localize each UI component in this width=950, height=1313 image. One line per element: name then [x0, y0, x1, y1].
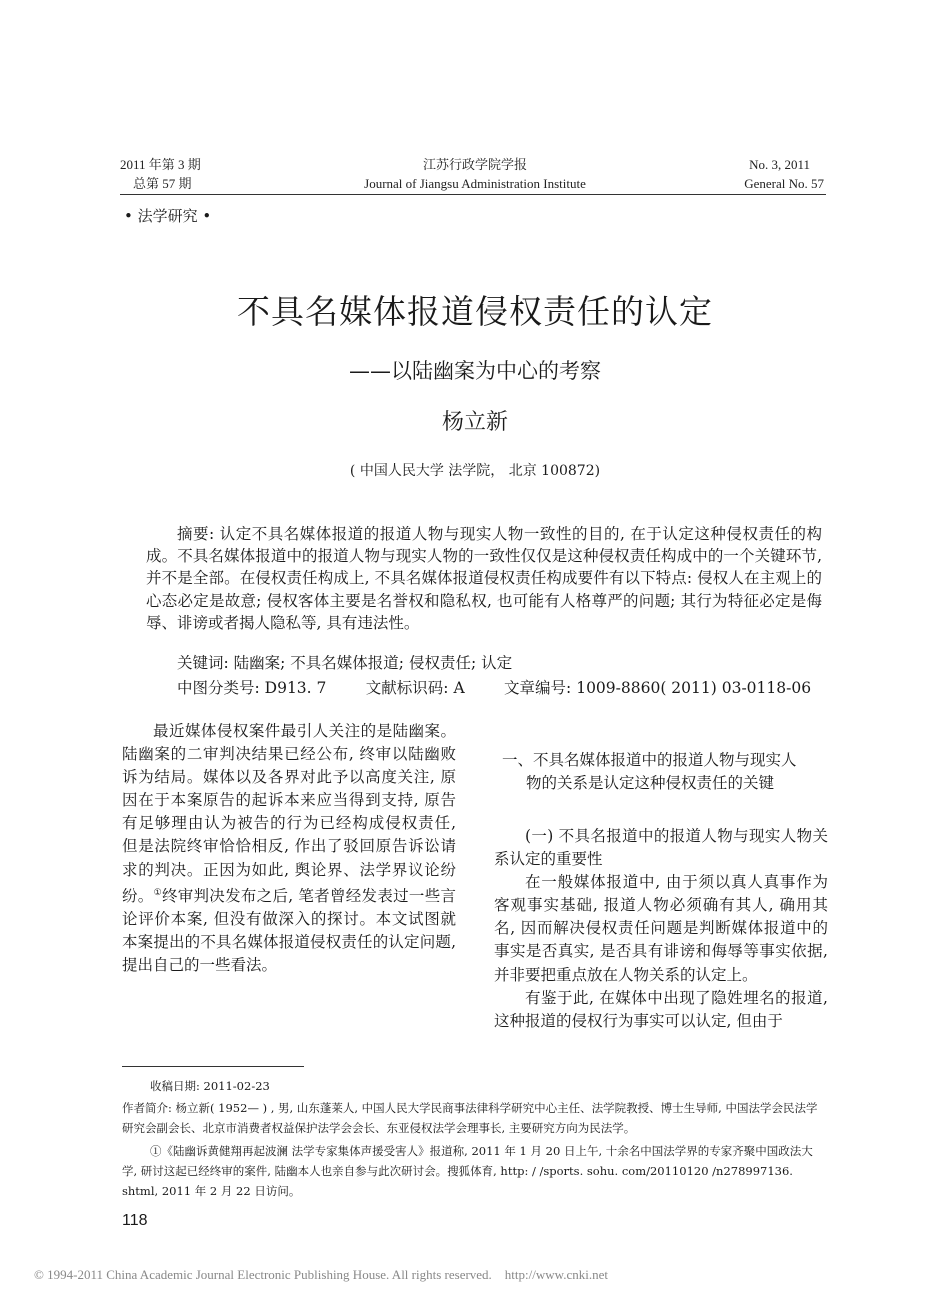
intro-text-part1: 最近媒体侵权案件最引人关注的是陆幽案。陆幽案的二审判决结果已经公布, 终审以陆幽败诉为结局。媒体以及各界对此予以高度关注, 原因在于本案原告的起诉本来应当得到支持, 原告有足够理由认为被告的行为已经构成侵权责任, 但是法院终审恰恰相反, 作出了驳回原告诉讼请求的判决。正因为如此, 舆论界、法学界议论纷纷。: [122, 722, 456, 905]
copyright-notice: © 1994-2011 China Academic Journal Electronic Publishing House. All rights reserved. http://www.cnki.net: [34, 1267, 608, 1282]
header-total-issue: 总第 57 期: [133, 176, 192, 191]
footnote-author-intro: [122, 1098, 826, 1138]
intro-paragraph: [122, 720, 456, 977]
classification-line: 中图分类号: D913. 7 文献标识码: A 文章编号: 1009-8860( 2011) 03-0118-06: [177, 679, 812, 697]
article-subtitle: ——以陆幽案为中心的考察: [349, 359, 601, 383]
header-year-issue: 2011 年第 3 期: [120, 157, 201, 172]
intro-text-part2: 终审判决发布之后, 笔者曾经发表过一些言论评价本案, 但没有做深入的探讨。本文试图就本案提出的不具名媒体报道侵权责任的认定问题, 提出自己的一些看法。: [122, 886, 456, 975]
left-column: [122, 720, 456, 977]
header-journal-cn: 江苏行政学院学报: [422, 157, 527, 172]
footnote-author-intro-text: 作者简介: 杨立新( 1952— ) , 男, 山东蓬莱人, 中国人民大学民商事法律科学研究中心主任、法学院教授、博士生导师, 中国法学会民法学研究会副会长、北京市消费者权益保护法学会会长、东亚侵权法学会理事长, 主要研究方向为民法学。: [122, 1101, 818, 1135]
footnote-ref[interactable]: ①: [153, 887, 162, 898]
footnote-received: 收稿日期: 2011-02-23: [150, 1079, 270, 1093]
footnote-rule: [122, 1066, 304, 1067]
section-heading-1-line1: 一、不具名媒体报道中的报道人物与现实人: [502, 751, 797, 769]
section-heading-1: [502, 749, 828, 795]
header-issue-no: No. 3, 2011: [749, 157, 810, 172]
header-journal-en: Journal of Jiangsu Administration Institute: [364, 176, 586, 191]
keywords: 关键词: 陆幽案; 不具名媒体报道; 侵权责任; 认定: [177, 654, 513, 672]
section-tag: • 法学研究 •: [124, 207, 212, 225]
page-number: 118: [122, 1212, 148, 1229]
article-title: 不具名媒体报道侵权责任的认定: [237, 292, 713, 331]
subsection-heading-1: (一) 不具名报道中的报道人物与现实人物关系认定的重要性: [494, 827, 828, 869]
right-column-body: [494, 825, 828, 1033]
body-paragraph-1: 在一般媒体报道中, 由于须以真人真事作为客观事实基础, 报道人物必须确有其人, 确用其名, 因而解决侵权责任问题是判断媒体报道中的事实是否真实, 是否具有诽谤和侮辱等事实依据, 并非要把重点放在人物关系的认定上。: [494, 873, 828, 984]
author-name: 杨立新: [441, 410, 508, 435]
abstract: [146, 523, 822, 634]
section-heading-1-line2: 物的关系是认定这种侵权责任的关键: [526, 774, 775, 792]
abstract-text: 摘要: 认定不具名媒体报道的报道人物与现实人物一致性的目的, 在于认定这种侵权责任的构成。不具名媒体报道中的报道人物与现实人物的一致性仅仅是这种侵权责任构成中的一个关键环节, 并不是全部。在侵权责任构成上, 不具名媒体报道侵权责任构成要件有以下特点: 侵权人在主观上的心态必定是故意; 侵权客体主要是名誉权和隐私权, 也可能有人格尊严的问题; 其行为特征必定是侮辱、诽谤或者揭人隐私等, 具有违法性。: [146, 525, 822, 632]
author-affiliation: ( 中国人民大学 法学院， 北京 100872): [349, 463, 601, 479]
header-general-no: General No. 57: [744, 176, 824, 191]
body-paragraph-2: 有鉴于此, 在媒体中出现了隐姓埋名的报道, 这种报道的侵权行为事实可以认定, 但由于: [494, 988, 828, 1030]
footnote-1: ①《陆幽诉黄健翔再起波澜 法学专家集体声援受害人》报道称, 2011 年 1 月 20 日上午, 十余名中国法学界的专家齐聚中国政法大学, 研讨这起已经终审的案件, 陆幽本人也亲自参与此次研讨会。搜狐体育, http: / /sports. sohu. com/20110120 /n278997136. shtml, 2011 年 2 月 22 日访问。: [122, 1144, 813, 1198]
header-rule: [120, 194, 826, 195]
